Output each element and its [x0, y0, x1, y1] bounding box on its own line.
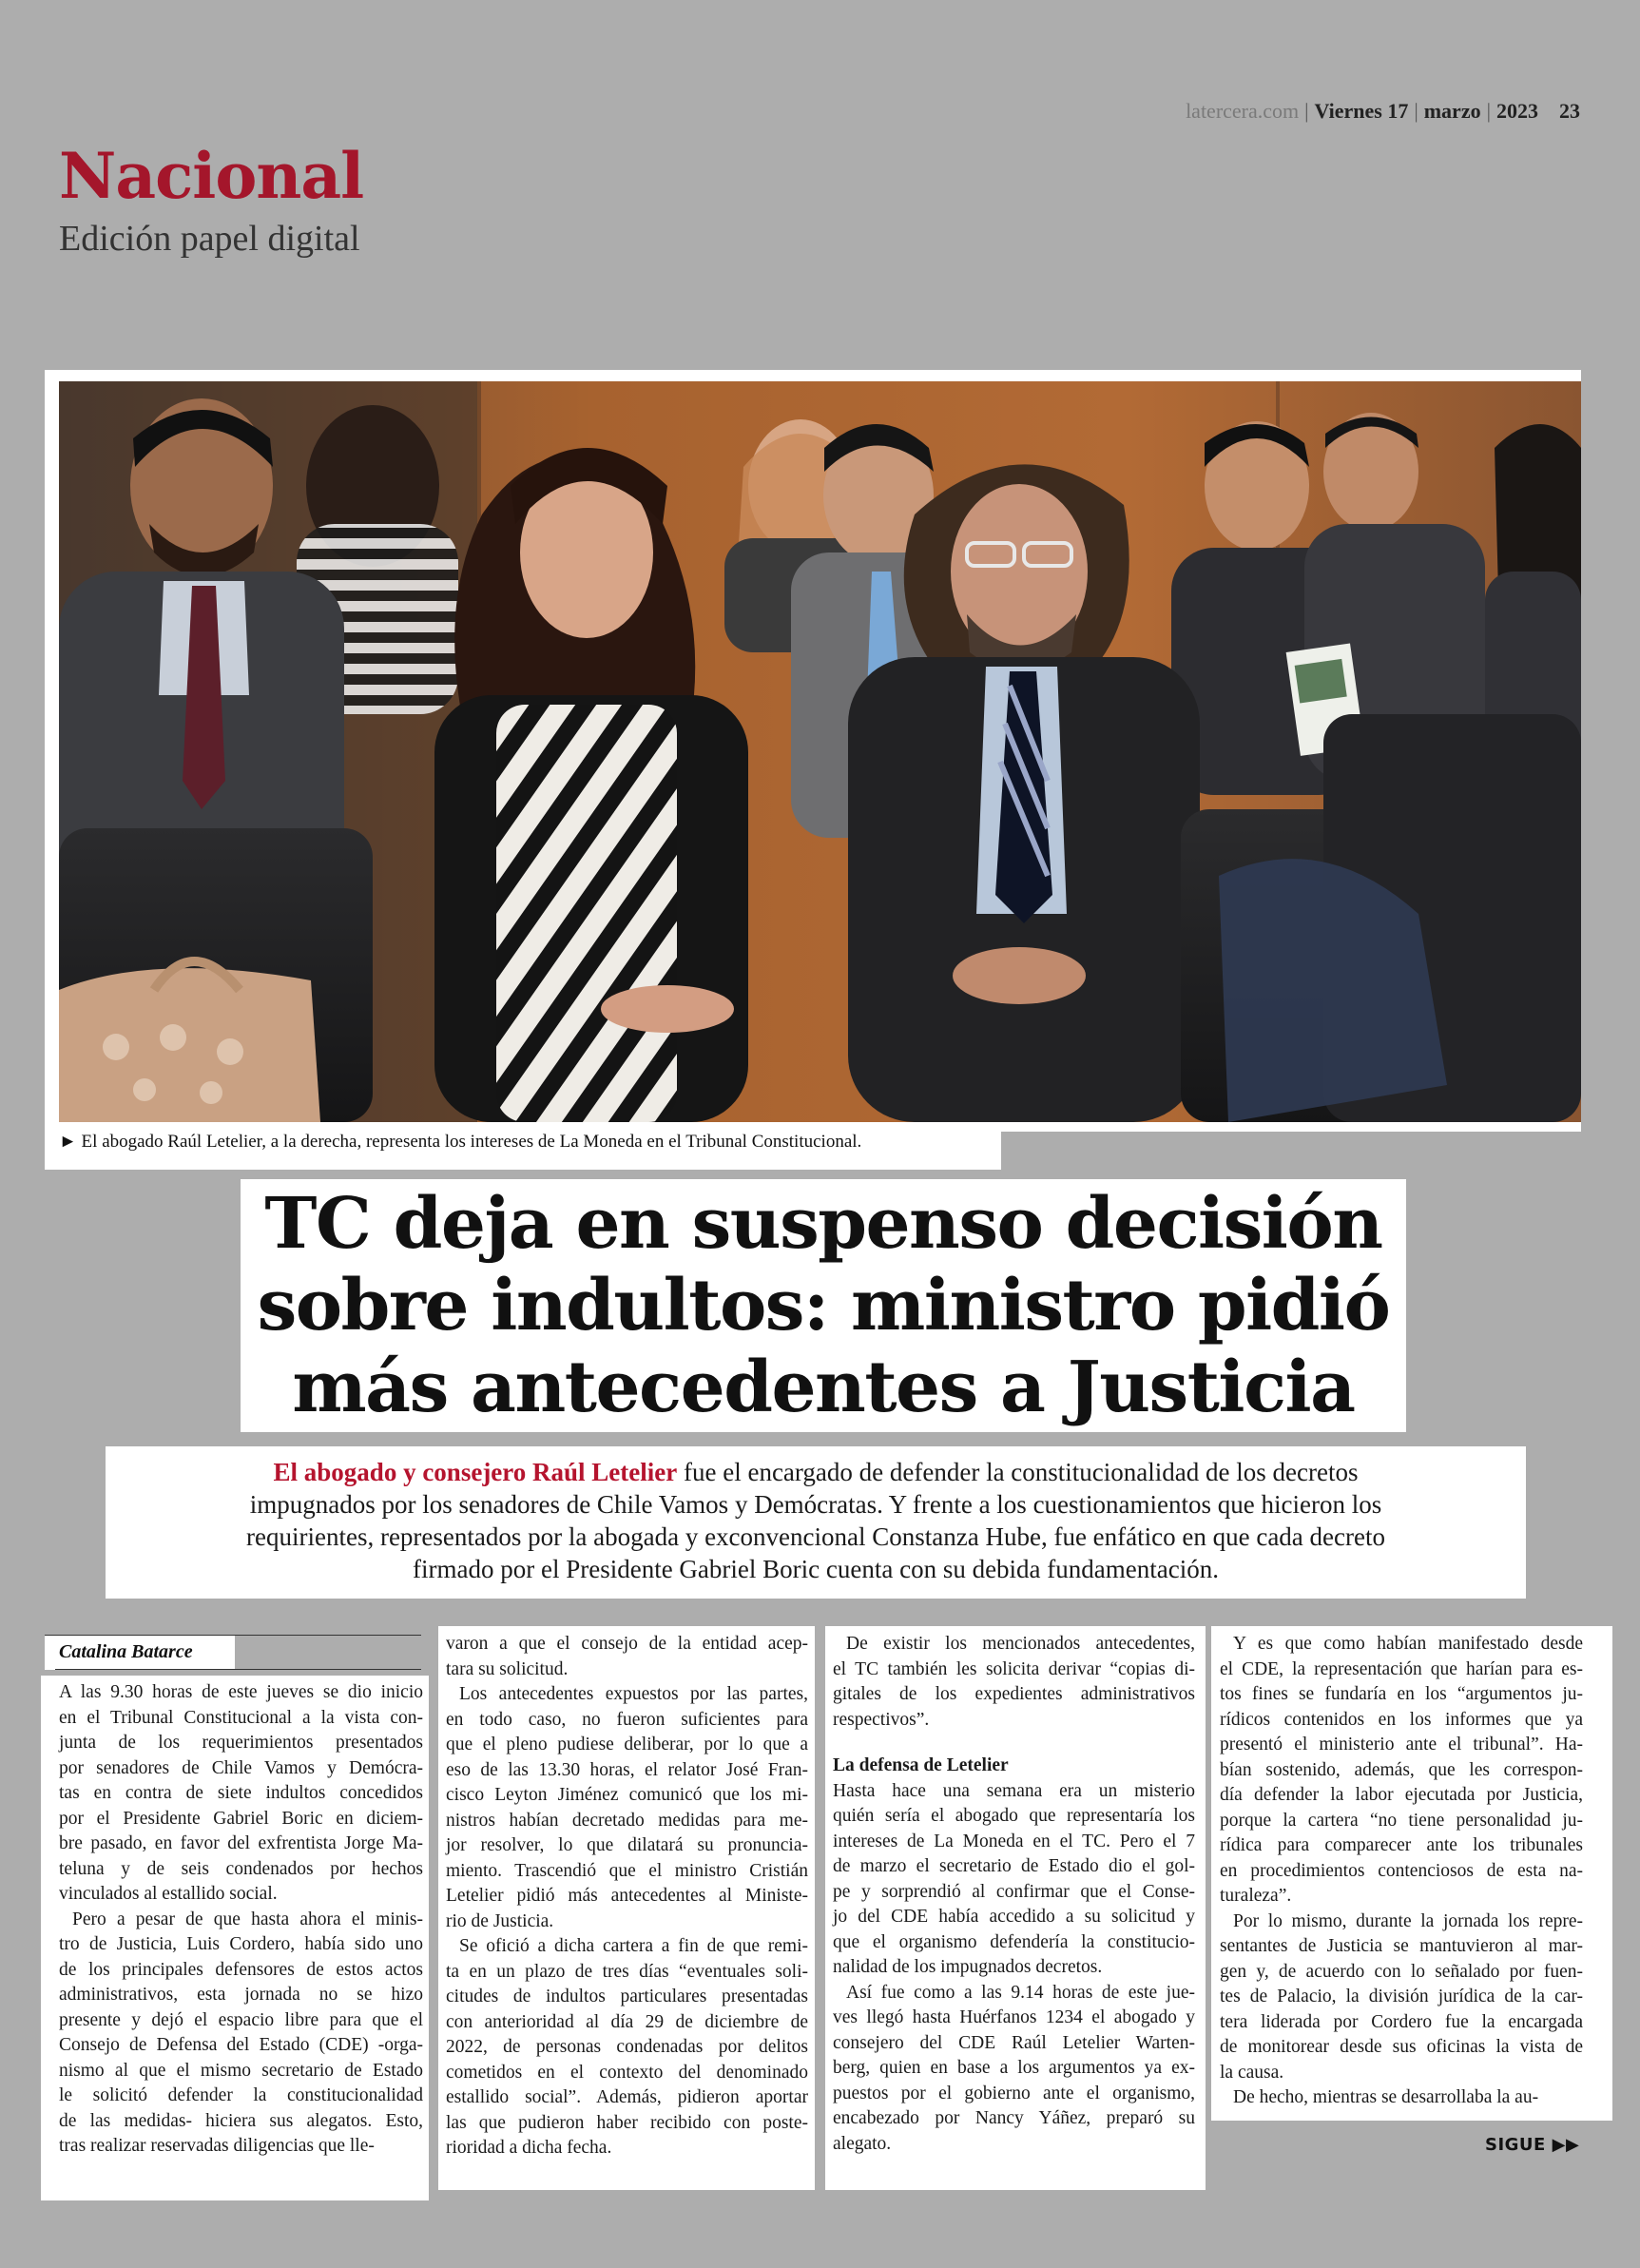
page-number: 23 — [1559, 99, 1580, 123]
text-line: nismo al que el mismo secretario de Estado — [59, 2060, 423, 2081]
text-line: quién sería el abogado que representaría los — [833, 1806, 1195, 1826]
text-line: que el pleno pudiese deliberar, por lo que a — [446, 1735, 808, 1754]
text-line: tas en contra de siete indultos concedidos — [59, 1783, 423, 1803]
lead-line: requirientes, representados por la abogada y exconvencional Constanza Hube, fue enfático en que cada decreto — [246, 1522, 1385, 1551]
text-line: bían sostenido, además, que les correspon- — [1220, 1759, 1583, 1780]
lead-text: fue el encargado de defender la constitucionalidad de los decretos — [677, 1458, 1359, 1486]
dateline: latercera.com | Viernes 17 | marzo | 2023 23 — [1186, 99, 1580, 123]
text-line: gen y, de acuerdo con lo señalado por fuen- — [1220, 1961, 1583, 1982]
text-line: tras realizar reservadas diligencias que lle- — [59, 2136, 375, 2156]
text-line: rídicos contenidos en los informes que ya — [1220, 1709, 1583, 1730]
section-title: Nacional — [59, 139, 364, 213]
text-line: De hecho, mientras se desarrollaba la au- — [1233, 2087, 1539, 2107]
text-line: cisco Leyton Jiménez comunicó que los mi- — [446, 1785, 808, 1805]
byline-rule — [55, 1669, 421, 1670]
text-line: tara su solicitud. — [446, 1658, 569, 1679]
text-line: día defender la labor ejecutada por Justicia, — [1220, 1785, 1583, 1805]
text-line: que el organismo defendería la constitucio- — [833, 1931, 1195, 1952]
text-line: tes de Palacio, la división jurídica de la car- — [1220, 1987, 1583, 2006]
text-line: porque la cartera “no tiene personalidad ju- — [1220, 1810, 1583, 1831]
subheading: La defensa de Letelier — [833, 1755, 1009, 1775]
text-line: junta de los requerimientos presentados — [59, 1733, 423, 1753]
text-line: de marzo el secretario de Estado dio el gol- — [833, 1856, 1195, 1876]
text-line: A las 9.30 horas de este jueves se dio inicio — [59, 1682, 423, 1702]
text-line: puestos por el gobierno ante el organismo, — [833, 2083, 1195, 2103]
column-4 — [1220, 1632, 1583, 2111]
text-line: tro de Justicia, Luis Cordero, había sido uno — [59, 1934, 423, 1954]
byline-rule — [45, 1635, 421, 1636]
lead-paragraph — [106, 1456, 1526, 1585]
text-line: miento. Trascendió que el ministro Cristián — [446, 1860, 808, 1881]
text-line: alegato. — [833, 2133, 892, 2154]
text-line: nalidad de los impugnados decretos. — [833, 1957, 1103, 1977]
text-line: por el Presidente Gabriel Boric en diciem- — [59, 1808, 423, 1829]
text-line: Así fue como a las 9.14 horas de este jue- — [846, 1982, 1195, 2003]
text-line: Consejo de Defensa del Estado (CDE) -orga- — [59, 2035, 423, 2055]
text-line: el TC también les solicita derivar “copias di- — [833, 1658, 1195, 1679]
text-line: De existir los mencionados antecedentes, — [846, 1634, 1195, 1654]
text-line: Hasta hace una semana era un misterio — [833, 1780, 1195, 1801]
column-1 — [59, 1680, 423, 2160]
column-2 — [446, 1632, 808, 2161]
text-line: rio de Justicia. — [446, 1910, 554, 1931]
text-line: le solicitó defender la constitucionalidad — [59, 2085, 423, 2105]
date-year: 2023 — [1496, 99, 1538, 123]
headline-line: más antecedentes a Justicia — [292, 1347, 1355, 1428]
text-line: Y es que como habían manifestado desde — [1233, 1634, 1583, 1654]
headline — [241, 1179, 1406, 1428]
text-line: rioridad a dicha fecha. — [446, 2138, 612, 2158]
text-line: consejero del CDE Raúl Letelier Warten- — [833, 2032, 1195, 2053]
lead-line: impugnados por los senadores de Chile Vamos y Demócratas. Y frente a los cuestionamientos que hicieron los — [249, 1490, 1382, 1519]
text-line: eso de las 13.30 horas, el relator José Fran- — [446, 1759, 808, 1780]
continue-label: SIGUE ▶▶ — [1485, 2135, 1580, 2155]
text-line: presentó el ministerio ante el tribunal”. Ha- — [1220, 1735, 1583, 1754]
text-line: berg, quien en base a los argumentos ya ex- — [833, 2058, 1195, 2078]
text-line: encabezado por Nancy Yáñez, preparó su — [833, 2108, 1195, 2128]
text-line: tos fines se fundaría en los “argumentos ju- — [1220, 1684, 1583, 1704]
text-line: sentantes de Justicia se mantuvieron al mar- — [1220, 1936, 1583, 1956]
byline: Catalina Batarce — [59, 1641, 193, 1662]
text-line: gitales de los expedientes administrativos — [833, 1684, 1195, 1704]
text-line: varon a que el consejo de la entidad acep- — [446, 1634, 808, 1654]
date-month: marzo — [1423, 99, 1481, 123]
text-line: estallido social”. Además, pidieron aportar — [446, 2087, 808, 2107]
date-day: Viernes 17 — [1314, 99, 1409, 123]
text-line: Por lo mismo, durante la jornada los repre- — [1233, 1910, 1583, 1931]
text-line: ves llegó hasta Huérfanos 1234 el abogado y — [833, 2007, 1195, 2027]
text-line: con anterioridad al día 29 de diciembre de — [446, 2011, 808, 2032]
headline-line: TC deja en suspenso decisión — [264, 1183, 1382, 1265]
section-subtitle: Edición papel digital — [59, 219, 360, 259]
text-line: Letelier pidió más antecedentes al Ministe- — [446, 1886, 808, 1906]
text-line: de los principales defensores de estos actos — [59, 1959, 423, 1980]
text-line: de las medidas- hiciera sus alegatos. Esto, — [59, 2110, 423, 2131]
text-line: tera liderada por Cordero fue la encargada — [1220, 2011, 1583, 2032]
text-line: jo del CDE había accedido a su solicitud y — [833, 1907, 1195, 1927]
text-line: intereses de La Moneda en el TC. Pero el 7 — [833, 1831, 1195, 1851]
text-line: cometidos en el contexto del denominado — [446, 2062, 808, 2083]
text-line: el CDE, la representación que harían para es- — [1220, 1658, 1583, 1679]
lead-highlight: El abogado y consejero Raúl Letelier — [273, 1458, 678, 1486]
text-line: por senadores de Chile Vamos y Demócra- — [59, 1757, 423, 1778]
text-line: en procedimientos contenciosos de esta na- — [1220, 1860, 1583, 1881]
text-line: bre pasado, en favor del exfrentista Jorge Ma- — [59, 1833, 423, 1853]
text-line: en todo caso, no fueron suficientes para — [446, 1709, 808, 1730]
text-line: en el Tribunal Constitucional a la vista con- — [59, 1707, 423, 1728]
site-name: latercera.com — [1186, 99, 1300, 123]
text-line: teluna y de seis condenados por hechos — [59, 1858, 423, 1879]
headline-line: sobre indultos: ministro pidió — [257, 1265, 1390, 1347]
text-line: la causa. — [1220, 2062, 1284, 2083]
text-line: ta en un plazo de tres días “eventuales soli- — [446, 1961, 808, 1982]
text-line: rídica para comparecer ante los tribunales — [1220, 1835, 1583, 1855]
text-line: administrativos, esta jornada no se hizo — [59, 1985, 423, 2005]
text-line: pe y sorprendió al confirmar que el Conse- — [833, 1881, 1195, 1902]
photo-caption: ► El abogado Raúl Letelier, a la derecha, representa los intereses de La Moneda en el Tribunal Constitucional. — [59, 1132, 862, 1152]
text-line: respectivos”. — [833, 1709, 930, 1730]
text-line: de monitorear desde sus oficinas la vista de — [1220, 2037, 1583, 2057]
text-line: turaleza”. — [1220, 1886, 1292, 1906]
text-line: nistros habían decretado medidas para me- — [446, 1810, 808, 1831]
column-3 — [833, 1632, 1195, 2157]
lead-line: firmado por el Presidente Gabriel Boric cuenta con su debida fundamentación. — [413, 1555, 1219, 1583]
text-line: vinculados al estallido social. — [59, 1884, 278, 1904]
text-line: Los antecedentes expuestos por las partes, — [459, 1684, 808, 1704]
text-line: Se ofició a dicha cartera a fin de que remi- — [459, 1936, 808, 1956]
text-line: jor resolver, lo que dilatará su pronuncia- — [446, 1835, 808, 1855]
text-line: Pero a pesar de que hasta ahora el minis- — [72, 1909, 423, 1929]
text-line: 2022, de personas condenadas por delitos — [446, 2037, 808, 2057]
text-line: presente y dejó el espacio libre para que el — [59, 2009, 423, 2030]
text-line: citudes de indultos particulares presentadas — [446, 1987, 808, 2006]
news-photo — [59, 381, 1581, 1122]
text-line: las que pudieron haber recibido con poste- — [446, 2112, 808, 2133]
